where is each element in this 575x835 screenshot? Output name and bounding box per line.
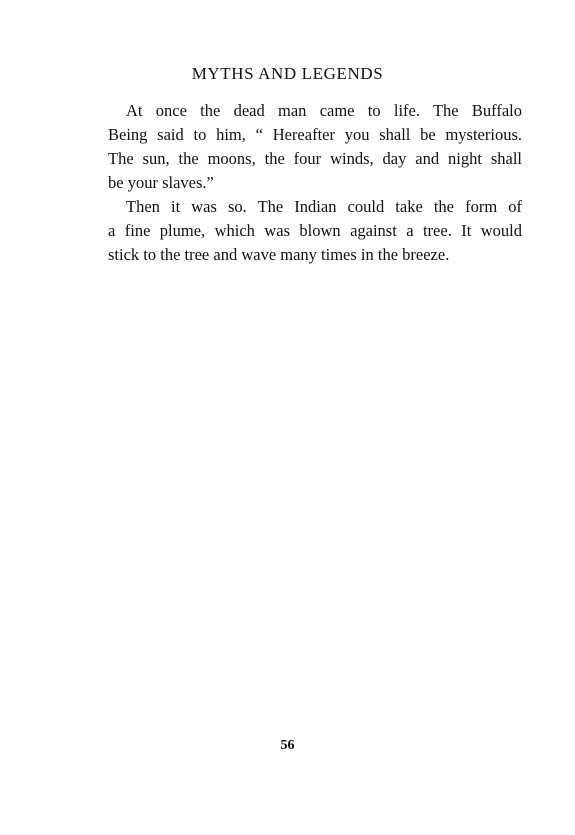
text-line: The sun, the moons, the four winds, day and night shall <box>108 149 522 168</box>
text-line: Then it was so. The Indian could take the form of <box>126 197 522 216</box>
page-number: 56 <box>280 738 295 753</box>
paragraph-1 <box>108 99 522 195</box>
body-text <box>108 99 522 267</box>
running-head: MYTHS AND LEGENDS <box>191 64 384 83</box>
text-line: Being said to him, “ Hereafter you shall be mysterious. <box>108 125 522 144</box>
paragraph-2 <box>108 195 522 267</box>
text-line: stick to the tree and wave many times in the breeze. <box>108 245 450 264</box>
text-line: At once the dead man came to life. The Buffalo <box>126 101 522 120</box>
text-line: be your slaves.” <box>108 173 214 192</box>
text-line: a fine plume, which was blown against a tree. It would <box>108 221 522 240</box>
